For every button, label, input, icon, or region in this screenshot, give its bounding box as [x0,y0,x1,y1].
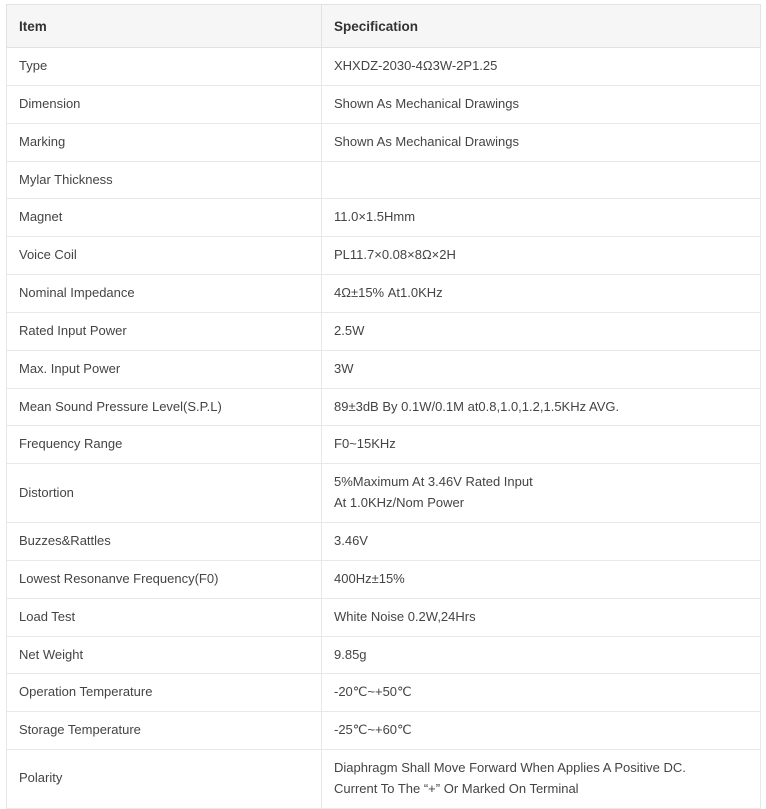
table-cell-line: 11.0×1.5Hmm [334,209,416,225]
table-header-row [7,5,761,48]
column-header-item: Item [7,5,322,48]
table-cell-item: Type [7,48,322,86]
table-row [7,426,761,464]
table-row [7,636,761,674]
table-cell-line: -20℃~+50℃ [334,684,412,700]
table-row [7,237,761,275]
table-cell-item: Frequency Range [7,426,322,464]
table-cell-specification [322,85,761,123]
table-cell-specification [322,312,761,350]
table-row [7,464,761,523]
table-cell-line: White Noise 0.2W,24Hrs [334,608,476,624]
table-cell-line: 5%Maximum At 3.46V Rated Input [334,474,533,490]
table-cell-specification [322,598,761,636]
table-cell-item: Net Weight [7,636,322,674]
table-cell-specification [322,674,761,712]
table-cell-specification [322,636,761,674]
table-row [7,350,761,388]
table-cell-specification [322,388,761,426]
table-cell-item: Magnet [7,199,322,237]
table-row [7,522,761,560]
table-cell-item: Buzzes&Rattles [7,522,322,560]
table-cell-item: Max. Input Power [7,350,322,388]
table-cell-item: Voice Coil [7,237,322,275]
table-row [7,750,761,809]
table-row [7,712,761,750]
table-cell-item: Storage Temperature [7,712,322,750]
table-cell-specification [322,199,761,237]
table-row [7,275,761,313]
table-cell-specification [322,522,761,560]
table-cell-specification [322,237,761,275]
column-header-specification: Specification [322,5,761,48]
table-cell-specification [322,161,761,199]
table-header [7,5,761,48]
table-row [7,598,761,636]
table-cell-line: Shown As Mechanical Drawings [334,95,519,111]
table-cell-specification [322,123,761,161]
table-cell-specification [322,350,761,388]
table-row [7,674,761,712]
table-cell-line: At 1.0KHz/Nom Power [334,495,465,511]
table-cell-item: Marking [7,123,322,161]
table-cell-line: 3W [334,360,354,376]
table-cell-line: PL11.7×0.08×8Ω×2H [334,247,456,263]
table-cell-line: Diaphragm Shall Move Forward When Applies A Positive DC. [334,760,686,776]
table-row [7,161,761,199]
table-cell-line: 3.46V [334,532,368,548]
table-cell-specification [322,750,761,809]
table-cell-line: 9.85g [334,646,367,662]
table-cell-line: Current To The “+” Or Marked On Terminal [334,780,579,796]
table-cell-item: Mylar Thickness [7,161,322,199]
table-cell-specification [322,712,761,750]
table-cell-item: Nominal Impedance [7,275,322,313]
table-cell-item: Load Test [7,598,322,636]
table-body [7,48,761,809]
table-cell-specification [322,48,761,86]
table-cell-item: Mean Sound Pressure Level(S.P.L) [7,388,322,426]
table-cell-item: Lowest Resonanve Frequency(F0) [7,560,322,598]
table-cell-specification [322,464,761,523]
table-row [7,48,761,86]
table-row [7,388,761,426]
table-cell-line: 2.5W [334,322,365,338]
table-cell-line: -25℃~+60℃ [334,722,412,738]
table-cell-item: Operation Temperature [7,674,322,712]
table-cell-line: XHXDZ-2030-4Ω3W-2P1.25 [334,58,498,73]
table-cell-item: Dimension [7,85,322,123]
table-row [7,85,761,123]
table-cell-line: 89±3dB By 0.1W/0.1M at0.8,1.0,1.2,1.5KHz AVG. [334,398,620,414]
table-cell-item: Polarity [7,750,322,809]
table-cell-item: Distortion [7,464,322,523]
table-row [7,560,761,598]
table-row [7,199,761,237]
table-cell-line: 4Ω±15% At1.0KHz [334,285,443,301]
table-cell-item: Rated Input Power [7,312,322,350]
specification-table [6,4,761,809]
table-row [7,312,761,350]
table-row [7,123,761,161]
table-cell-specification [322,426,761,464]
table-cell-line: 400Hz±15% [334,570,405,586]
table-cell-specification [322,275,761,313]
table-cell-line: F0~15KHz [334,436,396,452]
table-cell-specification [322,560,761,598]
table-cell-line: Shown As Mechanical Drawings [334,133,519,149]
